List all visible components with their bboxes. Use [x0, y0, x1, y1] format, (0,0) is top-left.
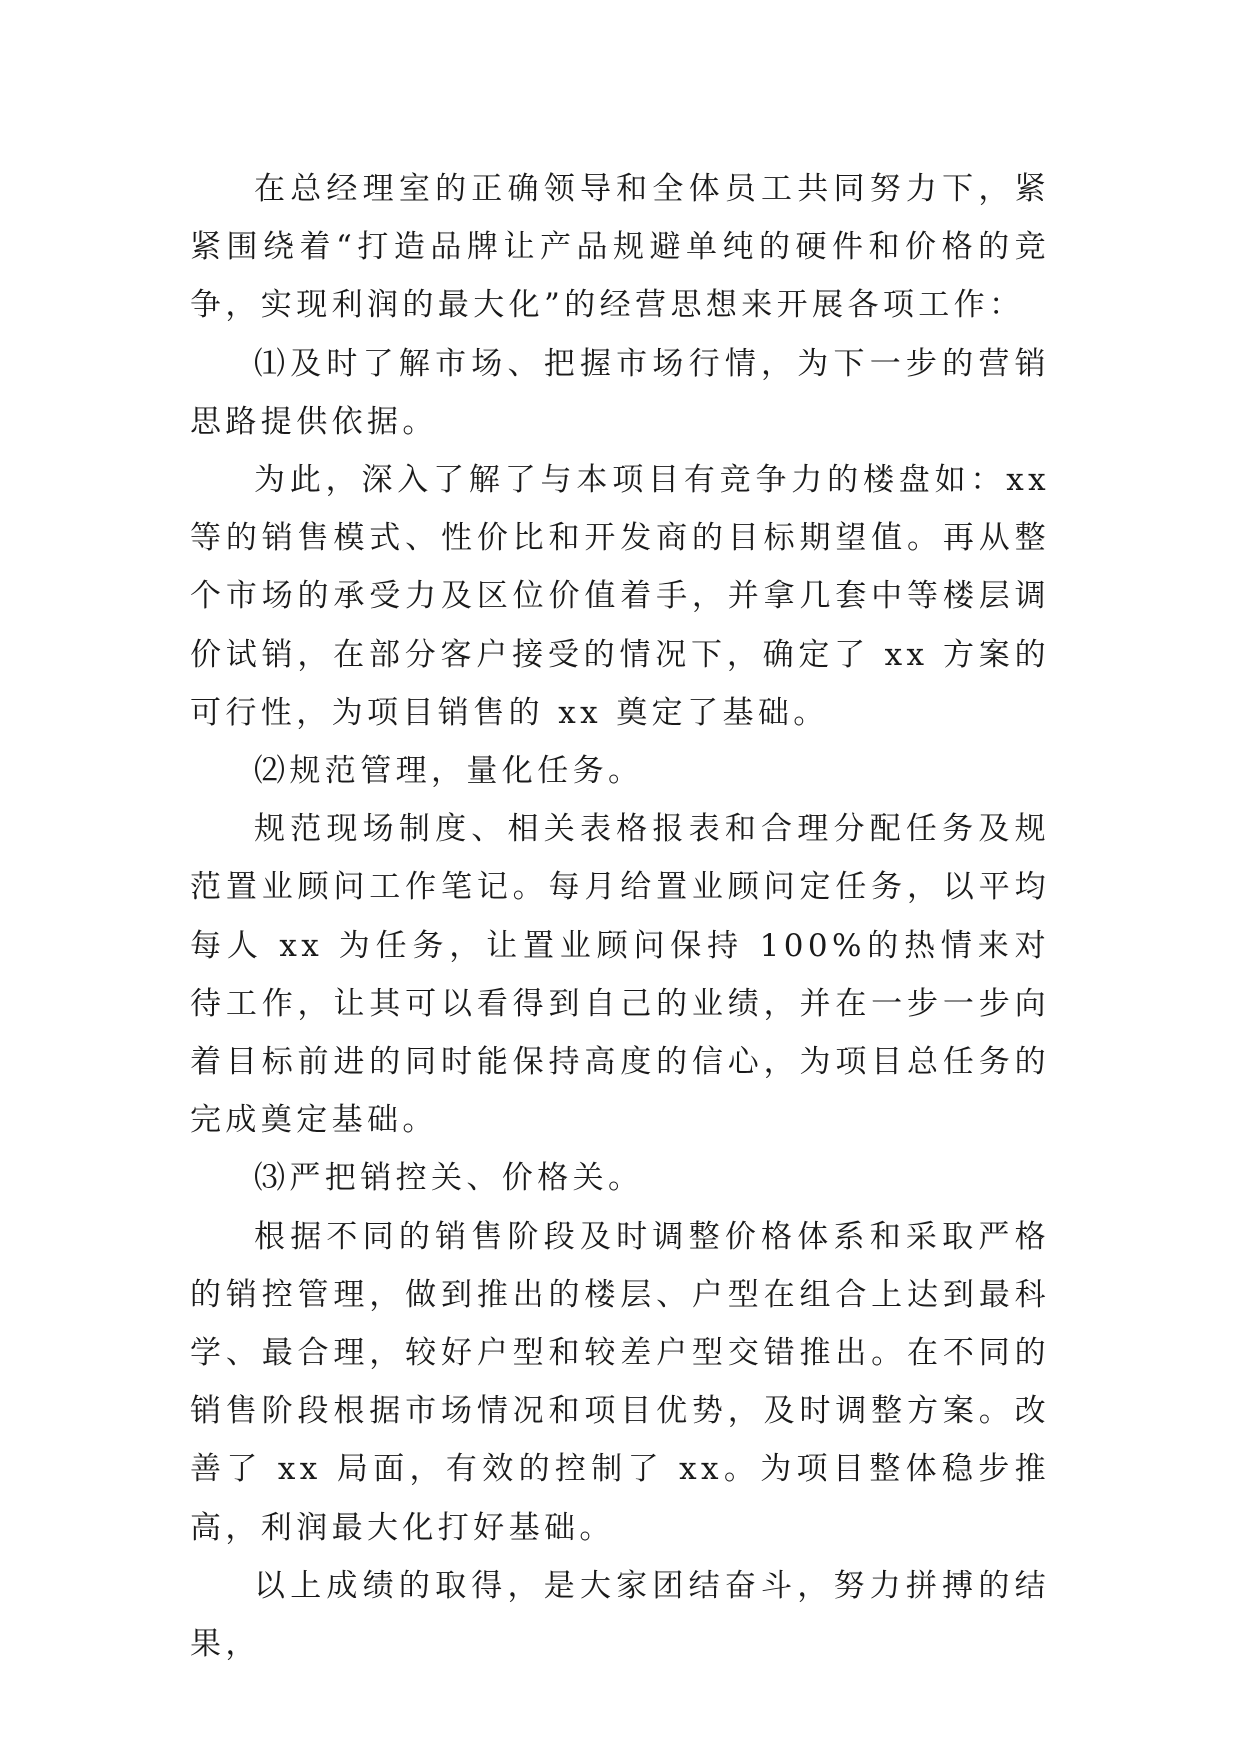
paragraph-item-3-heading: ⑶严把销控关、价格关。	[254, 1160, 644, 1197]
paragraph-item-2-body: 规范现场制度、相关表格报表和合理分配任务及规范置业顾问工作笔记。每月给置业顾问定任务，以平均每人 xx 为任务，让置业顾问保持 100%的热情来对待工作，让其可以看得到自己的业绩，并在一步一步向着目标前进的同时能保持高度的信心，为项目总任务的完成奠定基础。	[190, 811, 1050, 1139]
paragraph-intro: 在总经理室的正确领导和全体员工共同努力下，紧紧围绕着“打造品牌让产品规避单纯的硬件和价格的竞争，实现利润的最大化”的经营思想来开展各项工作：	[190, 171, 1050, 324]
paragraph-item-1-heading: ⑴及时了解市场、把握市场行情，为下一步的营销思路提供依据。	[190, 345, 1050, 440]
paragraph-item-1-body: 为此，深入了解了与本项目有竞争力的楼盘如：xx 等的销售模式、性价比和开发商的目标期望值。再从整个市场的承受力及区位价值着手，并拿几套中等楼层调价试销，在部分客户接受的情况下，确定了 xx 方案的可行性，为项目销售的 xx 奠定了基础。	[190, 462, 1050, 731]
document-body	[190, 160, 1050, 1673]
paragraph-item-2-heading: ⑵规范管理，量化任务。	[254, 753, 644, 790]
paragraph-item-3-body: 根据不同的销售阶段及时调整价格体系和采取严格的销控管理，做到推出的楼层、户型在组合上达到最科学、最合理，较好户型和较差户型交错推出。在不同的销售阶段根据市场情况和项目优势，及时调整方案。改善了 xx 局面，有效的控制了 xx。为项目整体稳步推高，利润最大化打好基础。	[190, 1218, 1050, 1546]
paragraph-conclusion: 以上成绩的取得，是大家团结奋斗，努力拼搏的结果，	[190, 1567, 1050, 1663]
